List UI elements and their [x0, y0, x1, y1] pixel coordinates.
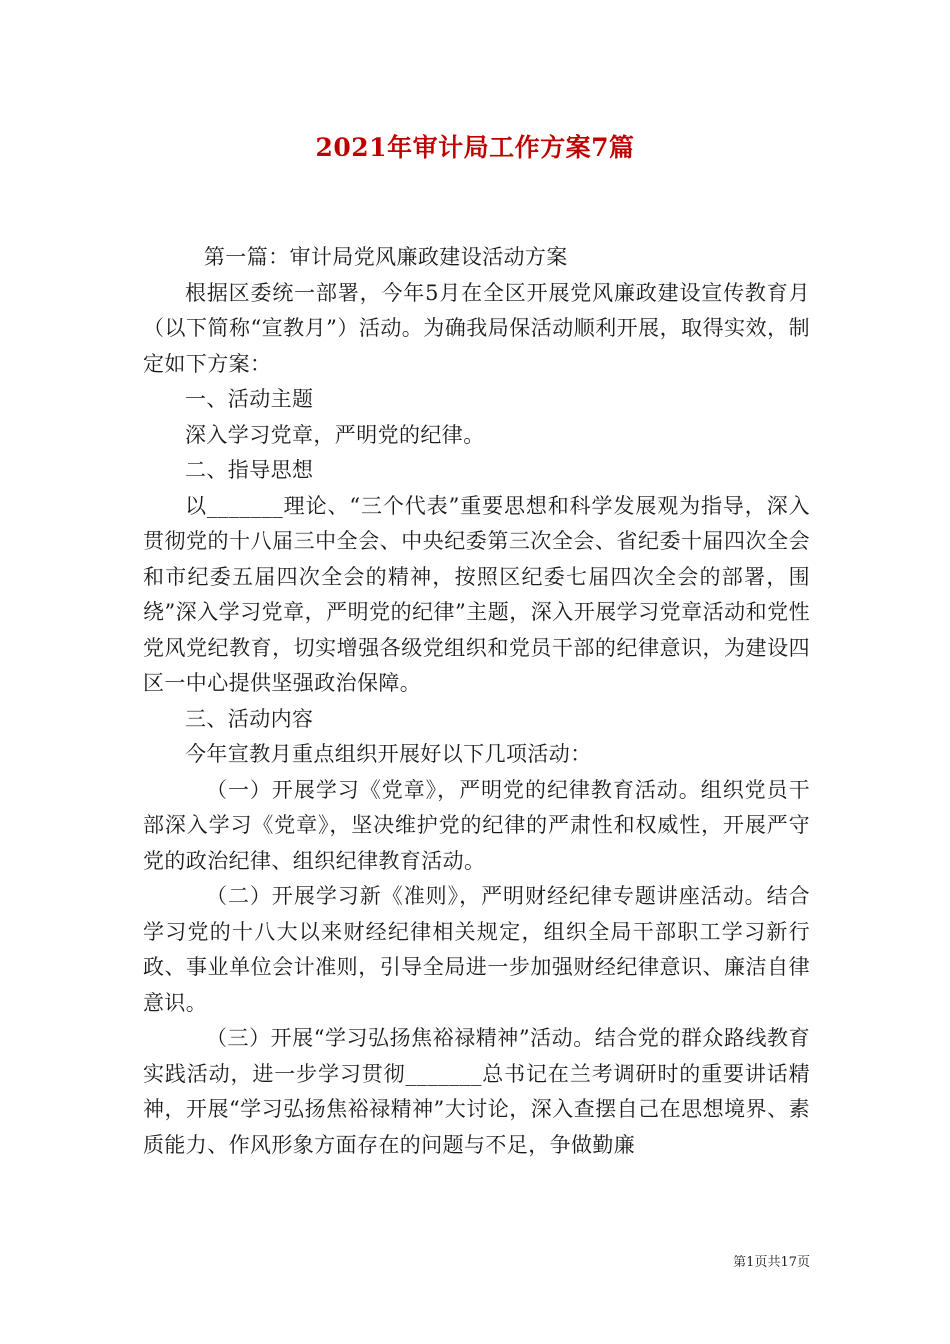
- document-body: [143, 240, 810, 1163]
- heading-guiding-ideology: 二、指导思想: [185, 458, 314, 482]
- heading-activity-theme: 一、活动主题: [185, 387, 314, 411]
- page-indicator: 第1页共17页: [733, 1255, 810, 1270]
- paragraph-activity-overview: 今年宣教月重点组织开展好以下几项活动：: [185, 742, 592, 766]
- paragraph-activity-3: （三）开展“学习弘扬焦裕禄精神”活动。结合党的群众路线教育实践活动，进一步学习贯彻_______总书记在兰考调研时的重要讲话精神，开展“学习弘扬焦裕禄精神”大讨论，深入查摆自己在思想境界、素质能力、作风形象方面存在的问题与不足，争做勤廉: [143, 1026, 810, 1157]
- paragraph-activity-1: （一）开展学习《党章》，严明党的纪律教育活动。组织党员干部深入学习《党章》，坚决维护党的纪律的严肃性和权威性，开展严守党的政治纪律、组织纪律教育活动。: [143, 777, 810, 873]
- document-title: 2021年审计局工作方案7篇: [315, 133, 635, 162]
- paragraph-intro: 根据区委统一部署，今年5月在全区开展党风廉政建设宣传教育月（以下简称“宣教月”）活动。为确我局保活动顺利开展，取得实效，制定如下方案：: [143, 280, 810, 376]
- paragraph-theme: 深入学习党章，严明党的纪律。: [185, 422, 485, 447]
- section-title: 第一篇：审计局党风廉政建设活动方案: [203, 245, 568, 269]
- paragraph-activity-2: （二）开展学习新《准则》，严明财经纪律专题讲座活动。结合学习党的十八大以来财经纪律相关规定，组织全局干部职工学习新行政、事业单位会计准则，引导全局进一步加强财经纪律意识、廉洁自律意识。: [143, 884, 810, 1015]
- heading-activity-content: 三、活动内容: [185, 706, 314, 731]
- paragraph-guiding-ideology: 以_______理论、“三个代表”重要思想和科学发展观为指导，深入贯彻党的十八届三中全会、中央纪委第三次全会、省纪委十届四次全会和市纪委五届四次全会的精神，按照区纪委七届四次全会的部署，围绕”深入学习党章，严明党的纪律”主题，深入开展学习党章活动和党性党风党纪教育，切实增强各级党组织和党员干部的纪律意识，为建设四区一中心提供坚强政治保障。: [143, 493, 810, 695]
